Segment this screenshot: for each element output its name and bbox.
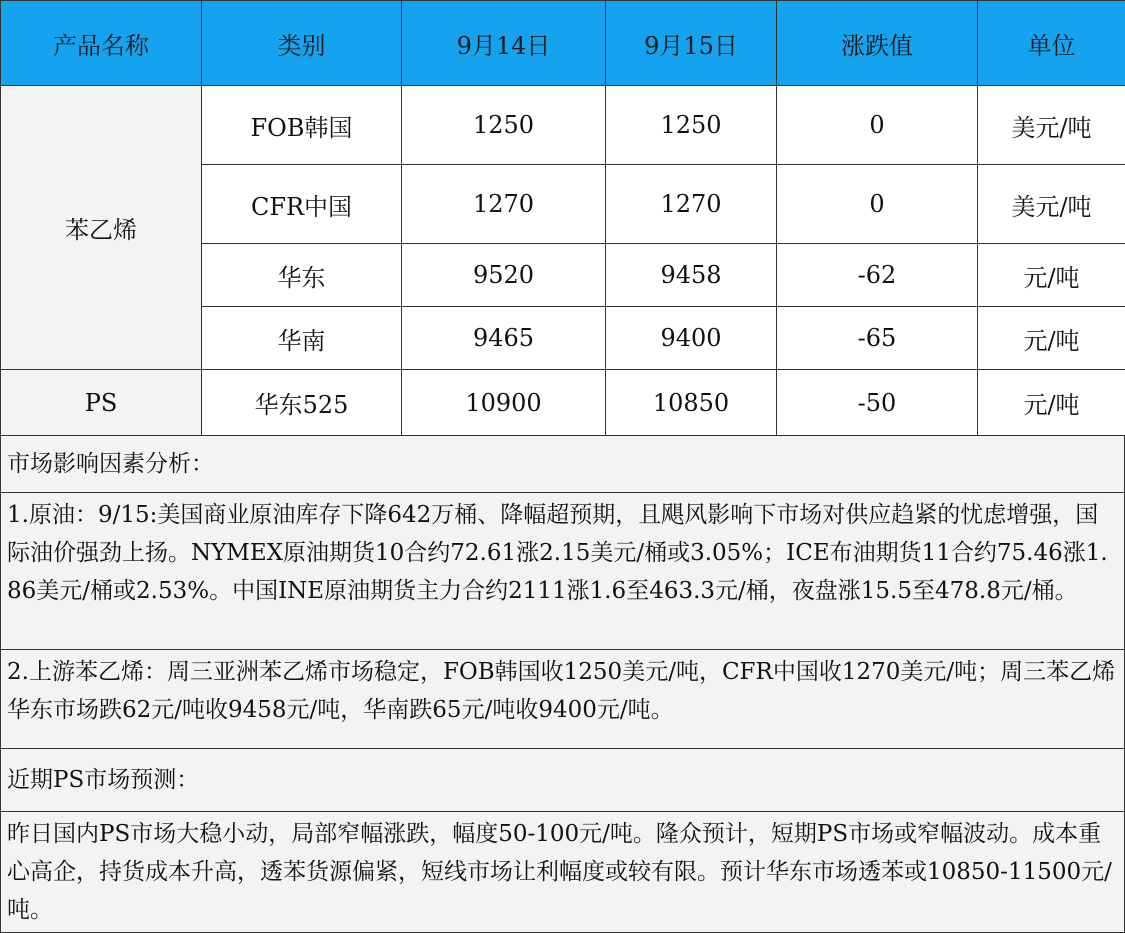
product-cell-styrene: 苯乙烯 xyxy=(1,86,202,370)
sep15-cell: 10850 xyxy=(606,370,777,436)
table-row xyxy=(1,370,1125,436)
forecast-row xyxy=(1,811,1125,932)
unit-cell: 元/吨 xyxy=(978,370,1125,436)
unit-cell: 美元/吨 xyxy=(978,165,1125,244)
unit-cell: 元/吨 xyxy=(978,307,1125,370)
column-header-unit: 单位 xyxy=(978,1,1125,86)
column-header-sep14: 9月14日 xyxy=(402,1,606,86)
change-cell: 0 xyxy=(777,165,978,244)
category-cell: FOB韩国 xyxy=(202,86,402,165)
column-header-product: 产品名称 xyxy=(1,1,202,86)
forecast-title-row xyxy=(1,748,1125,811)
sep15-cell: 9458 xyxy=(606,244,777,307)
sep14-cell: 1250 xyxy=(402,86,606,165)
category-cell: 华东 xyxy=(202,244,402,307)
unit-cell: 美元/吨 xyxy=(978,86,1125,165)
analysis-title-row xyxy=(1,435,1125,492)
crude-oil-paragraph: 1.原油：9/15:美国商业原油库存下降642万桶、降幅超预期，且飓风影响下市场对供应趋紧的忧虑增强，国际油价强劲上扬。NYMEX原油期货10合约72.61涨2.15美元/桶或3.05%；ICE布油期货11合约75.46涨1.86美元/桶或2.53%。中国INE原油期货主力合约2111涨1.6至463.3元/桶，夜盘涨15.5至478.8元/桶。 xyxy=(1,492,1125,649)
sep14-cell: 9465 xyxy=(402,307,606,370)
sep15-cell: 1250 xyxy=(606,86,777,165)
sep14-cell: 9520 xyxy=(402,244,606,307)
upstream-styrene-paragraph: 2.上游苯乙烯：周三亚洲苯乙烯市场稳定，FOB韩国收1250美元/吨，CFR中国收1270美元/吨；周三苯乙烯华东市场跌62元/吨收9458元/吨，华南跌65元/吨收9400元/吨。 xyxy=(1,649,1125,748)
product-cell-ps: PS xyxy=(1,370,202,436)
category-cell: 华东525 xyxy=(202,370,402,436)
analysis-title: 市场影响因素分析： xyxy=(1,435,1125,492)
column-header-sep15: 9月15日 xyxy=(606,1,777,86)
column-header-change: 涨跌值 xyxy=(777,1,978,86)
forecast-title: 近期PS市场预测： xyxy=(1,748,1125,811)
change-cell: 0 xyxy=(777,86,978,165)
forecast-paragraph: 昨日国内PS市场大稳小动，局部窄幅涨跌，幅度50-100元/吨。隆众预计，短期PS市场或窄幅波动。成本重心高企，持货成本升高，透苯货源偏紧，短线市场让利幅度或较有限。预计华东市场透苯或10850-11500元/吨。 xyxy=(1,811,1125,932)
sep14-cell: 1270 xyxy=(402,165,606,244)
table-row xyxy=(1,86,1125,165)
change-cell: -65 xyxy=(777,307,978,370)
analysis-crude-row xyxy=(1,492,1125,649)
analysis-table xyxy=(0,435,1125,933)
category-cell: 华南 xyxy=(202,307,402,370)
column-header-category: 类别 xyxy=(202,1,402,86)
table-header-row xyxy=(1,1,1125,86)
change-cell: -62 xyxy=(777,244,978,307)
unit-cell: 元/吨 xyxy=(978,244,1125,307)
analysis-upstream-row xyxy=(1,649,1125,748)
sep15-cell: 1270 xyxy=(606,165,777,244)
sep15-cell: 9400 xyxy=(606,307,777,370)
category-cell: CFR中国 xyxy=(202,165,402,244)
price-table xyxy=(0,0,1125,436)
sep14-cell: 10900 xyxy=(402,370,606,436)
change-cell: -50 xyxy=(777,370,978,436)
